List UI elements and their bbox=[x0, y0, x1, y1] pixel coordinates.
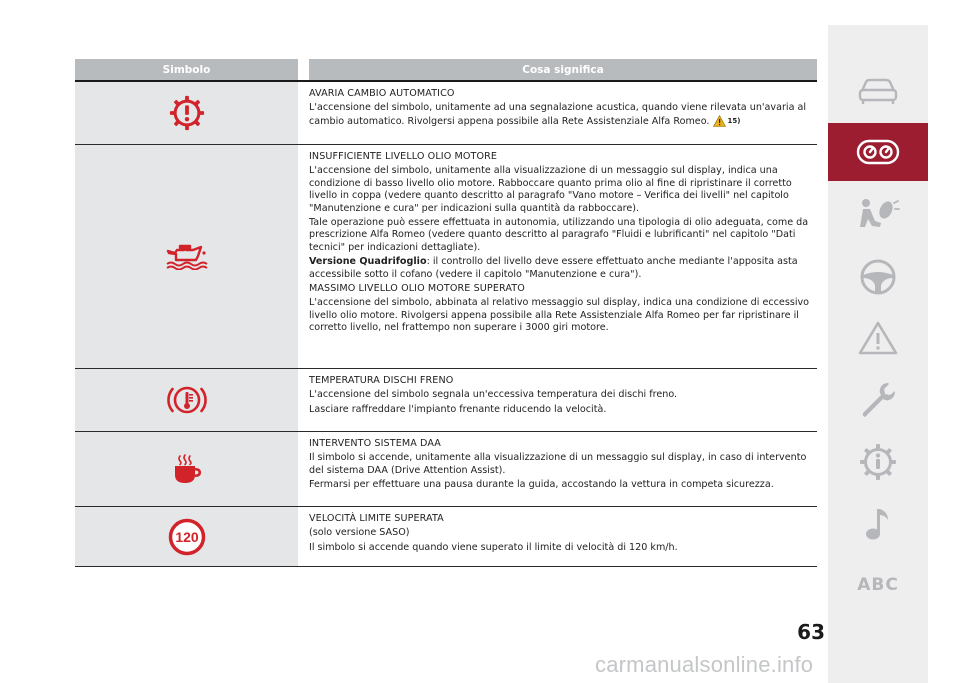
row-title: MASSIMO LIVELLO OLIO MOTORE SUPERATO bbox=[309, 283, 525, 295]
speed-limit-icon bbox=[168, 518, 206, 556]
meaning-cell bbox=[309, 145, 817, 368]
row-text: Lasciare raffreddare l'impianto frenante riducendo la velocità. bbox=[309, 403, 607, 415]
table-row bbox=[75, 145, 817, 369]
table-row bbox=[75, 432, 817, 507]
row-title: AVARIA CAMBIO AUTOMATICO bbox=[309, 88, 455, 99]
row-text: L'accensione del simbolo segnala un'eccessiva temperatura dei dischi freno. bbox=[309, 389, 678, 401]
row-text: (solo versione SASO) bbox=[309, 527, 410, 539]
meaning-cell bbox=[309, 369, 817, 431]
gearbox-warning-icon bbox=[168, 94, 206, 132]
sidebar-item-emergency[interactable] bbox=[828, 309, 928, 367]
caution-note-icon bbox=[713, 115, 726, 127]
row-title: INTERVENTO SISTEMA DAA bbox=[309, 438, 441, 449]
sidebar-item-multimedia[interactable] bbox=[828, 495, 928, 553]
sidebar-item-safety[interactable] bbox=[828, 186, 928, 244]
watermark: carmanualsonline.info bbox=[595, 652, 814, 677]
row-text: Fermarsi per effettuare una pausa durante la guida, accostando la vettura in competa sicurezza. bbox=[309, 479, 774, 491]
row-title: INSUFFICIENTE LIVELLO OLIO MOTORE bbox=[309, 151, 498, 162]
note-badge bbox=[713, 115, 741, 127]
sidebar-item-driving[interactable] bbox=[828, 248, 928, 306]
header-symbol: Simbolo bbox=[75, 59, 298, 80]
steering-wheel-icon bbox=[858, 257, 898, 297]
oil-level-icon bbox=[165, 244, 209, 270]
row-text: L'accensione del simbolo, abbinata al relativo messaggio sul display, indica una condizione di eccessivo livello olio motore. Rivolgersi appena possibile alla Rete Assistenziale Alfa Romeo per far ripristinare il corretto livello, nel frattempo non superare i 3000 giri motore. bbox=[309, 297, 810, 334]
sidebar-item-index[interactable] bbox=[828, 556, 928, 614]
table-header bbox=[75, 59, 817, 82]
table-row bbox=[75, 369, 817, 432]
sidebar-item-maintenance[interactable] bbox=[828, 371, 928, 429]
sidebar-item-technical-data[interactable] bbox=[828, 433, 928, 491]
sidebar-item-instruments[interactable] bbox=[828, 123, 928, 181]
music-note-icon bbox=[863, 506, 893, 542]
symbol-cell bbox=[75, 82, 298, 144]
wrench-icon bbox=[858, 380, 898, 420]
row-text: Versione Quadrifoglio: il controllo del livello deve essere effettuato anche mediante l'apposita asta accessibile sotto il cofano (vedere il capitolo "Manutenzione e cura"). bbox=[309, 256, 798, 280]
header-meaning: Cosa significa bbox=[309, 59, 817, 80]
note-number: 15) bbox=[727, 116, 741, 125]
row-text: Il simbolo si accende quando viene superato il limite di velocità di 120 km/h. bbox=[309, 541, 678, 553]
row-text: L'accensione del simbolo, unitamente alla visualizzazione di un messaggio sul display, indica una condizione di basso livello olio motore. Rabboccare quanto prima olio al fine di ripristinare il corretto livello in coppa (vedere quanto descritto al paragrafo "Vano motore – Verifica dei livelli" nel capitolo "Manutenzione e cura" per indicazioni sulla quantità da rabboccare). bbox=[309, 165, 792, 214]
page-number: 63 bbox=[797, 620, 825, 644]
index-abc-icon: ABC bbox=[857, 575, 899, 595]
row-text-bold: Versione Quadrifoglio bbox=[309, 256, 427, 268]
symbol-cell bbox=[75, 432, 298, 506]
table-row bbox=[75, 82, 817, 145]
warning-lights-table bbox=[75, 59, 817, 567]
chapter-sidebar bbox=[828, 25, 928, 683]
technical-data-gear-icon bbox=[858, 442, 898, 482]
symbol-cell bbox=[75, 507, 298, 566]
airbag-icon bbox=[856, 197, 900, 233]
row-title: TEMPERATURA DISCHI FRENO bbox=[309, 375, 454, 386]
car-icon bbox=[857, 77, 899, 105]
warning-triangle-icon bbox=[858, 320, 898, 356]
coffee-cup-icon bbox=[171, 453, 203, 485]
row-title: VELOCITÀ LIMITE SUPERATA bbox=[309, 513, 444, 524]
meaning-cell bbox=[309, 507, 817, 566]
row-text: Tale operazione può essere effettuata in autonomia, utilizzando una tipologia di olio adeguata, come da prescrizione Alfa Romeo (vedere quanto descritto al paragrafo "Fluidi e lubrificanti" nel capitolo "Dati tecnici" per indicazioni dettagliate). bbox=[309, 217, 809, 253]
brake-disc-temperature-icon bbox=[167, 383, 207, 417]
meaning-cell bbox=[309, 82, 817, 144]
speed-limit-value: 120 bbox=[174, 528, 199, 545]
table-row bbox=[75, 507, 817, 567]
row-text: L'accensione del simbolo, unitamente ad una segnalazione acustica, quando viene rilevata un'avaria al cambio automatico. Rivolgersi appena possibile alla Rete Assistenziale Alfa Romeo. 15) bbox=[309, 102, 807, 128]
symbol-cell bbox=[75, 369, 298, 431]
row-text: Il simbolo si accende, unitamente alla visualizzazione di un messaggio sul display, in caso di intervento del sistema DAA (Drive Attention Assist). bbox=[309, 452, 807, 476]
meaning-cell bbox=[309, 432, 817, 506]
symbol-cell bbox=[75, 145, 298, 368]
sidebar-item-car[interactable] bbox=[828, 62, 928, 120]
instrument-panel-icon bbox=[856, 139, 900, 165]
